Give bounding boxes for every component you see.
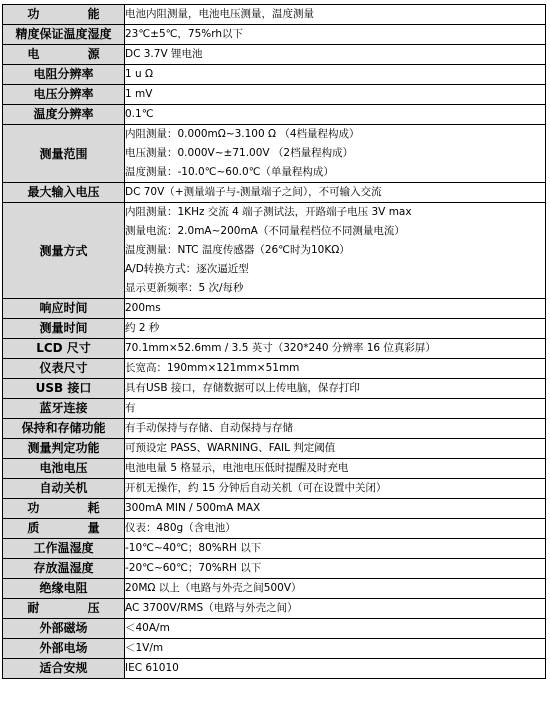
spec-value	[125, 45, 546, 65]
spec-row	[3, 519, 546, 539]
spec-label	[3, 65, 125, 85]
spec-value	[125, 659, 546, 679]
spec-value	[125, 399, 546, 419]
spec-label-text: 绝缘电阻	[39, 581, 88, 595]
spec-row	[3, 65, 546, 85]
spec-value	[125, 419, 546, 439]
spec-label-text: 外部磁场	[39, 621, 88, 635]
spec-value-line: 内阻测量：0.000mΩ~3.100 Ω （4档量程构成）	[125, 128, 360, 140]
spec-label-text: 功 能	[27, 7, 122, 21]
spec-row	[3, 439, 546, 459]
spec-label	[3, 299, 125, 319]
spec-value	[125, 203, 546, 299]
spec-label	[3, 559, 125, 579]
spec-label	[3, 85, 125, 105]
spec-value	[125, 319, 546, 339]
spec-label	[3, 539, 125, 559]
spec-row	[3, 183, 546, 203]
spec-label-text: 功 耗	[27, 501, 122, 515]
spec-label-text: 最大输入电压	[27, 185, 100, 199]
spec-value-line: -10℃~40℃；80%RH 以下	[125, 542, 262, 554]
spec-label-text: 电池电压	[39, 461, 88, 475]
spec-value	[125, 379, 546, 399]
spec-label-text: 工作温湿度	[33, 541, 94, 555]
spec-row	[3, 579, 546, 599]
spec-value	[125, 5, 546, 25]
spec-row	[3, 459, 546, 479]
spec-value-line: ＜1V/m	[125, 642, 164, 654]
spec-value-line: 可预设定 PASS、WARNING、FAIL 判定阈值	[125, 442, 336, 454]
spec-label-text: 测量时间	[39, 321, 88, 335]
spec-label-text: 外部电场	[39, 641, 88, 655]
spec-value-line: 有手动保持与存储、自动保持与存储	[125, 422, 293, 434]
spec-label-text: 温度分辨率	[33, 107, 94, 121]
spec-value	[125, 25, 546, 45]
spec-label-text: 质 量	[27, 521, 122, 535]
spec-row	[3, 659, 546, 679]
spec-label	[3, 45, 125, 65]
spec-value-line: 约 2 秒	[125, 322, 160, 334]
spec-row	[3, 203, 546, 299]
spec-label	[3, 619, 125, 639]
spec-label-text: LCD 尺寸	[36, 341, 91, 355]
spec-value	[125, 539, 546, 559]
spec-value-line: AC 3700V/RMS（电路与外壳之间）	[125, 602, 298, 614]
spec-label-text: 精度保证温度湿度	[15, 27, 112, 41]
spec-value-line: 23℃±5℃，75%rh以下	[125, 28, 244, 40]
spec-label-text: 保持和存储功能	[21, 421, 106, 435]
spec-label	[3, 203, 125, 299]
spec-row	[3, 339, 546, 359]
spec-label	[3, 659, 125, 679]
spec-value-line: DC 70V（+测量端子与-测量端子之间），不可输入交流	[125, 186, 382, 198]
spec-value-line: 开机无操作，约 15 分钟后自动关机（可在设置中关闭）	[125, 482, 387, 494]
spec-value	[125, 65, 546, 85]
spec-value-line: 仪表：480g（含电池）	[125, 522, 236, 534]
spec-label-text: 电压分辨率	[33, 87, 94, 101]
spec-label	[3, 359, 125, 379]
spec-row	[3, 559, 546, 579]
spec-value	[125, 519, 546, 539]
spec-label	[3, 439, 125, 459]
spec-row	[3, 359, 546, 379]
spec-value	[125, 105, 546, 125]
spec-row	[3, 125, 546, 183]
spec-row	[3, 379, 546, 399]
spec-label	[3, 499, 125, 519]
spec-value-line: 1 mV	[125, 88, 153, 100]
spec-value-line: 1 u Ω	[125, 68, 154, 80]
spec-row	[3, 599, 546, 619]
spec-label	[3, 519, 125, 539]
spec-value-line: 长宽高：190mm×121mm×51mm	[125, 362, 300, 374]
spec-value	[125, 339, 546, 359]
spec-label	[3, 5, 125, 25]
spec-value-line: 0.1℃	[125, 108, 154, 120]
spec-value-line: 20MΩ 以上（电路与外壳之间500V）	[125, 582, 302, 594]
spec-row	[3, 85, 546, 105]
spec-value	[125, 599, 546, 619]
spec-row	[3, 399, 546, 419]
spec-value-line: A/D转换方式：逐次逼近型	[125, 263, 249, 275]
spec-label-text: USB 接口	[35, 381, 92, 395]
spec-value-line: 电池内阻测量，电池电压测量，温度测量	[125, 8, 314, 20]
spec-label	[3, 399, 125, 419]
spec-value	[125, 183, 546, 203]
spec-label-text: 存放温湿度	[33, 561, 94, 575]
spec-label	[3, 599, 125, 619]
spec-value-line: 200ms	[125, 302, 161, 314]
spec-row	[3, 619, 546, 639]
spec-table	[2, 4, 546, 679]
spec-value	[125, 299, 546, 319]
spec-label-text: 测量判定功能	[27, 441, 100, 455]
spec-label-text: 响应时间	[39, 301, 88, 315]
spec-row	[3, 639, 546, 659]
spec-row	[3, 25, 546, 45]
spec-value-line: 70.1mm×52.6mm / 3.5 英寸（320*240 分辨率 16 位真彩屏）	[125, 342, 436, 354]
spec-value-line: 温度测量：-10.0℃~60.0℃（单量程构成）	[125, 166, 334, 178]
spec-value-line: 内阻测量：1KHz 交流 4 端子测试法，开路端子电压 3V max	[125, 206, 412, 218]
spec-value-line: 电池电量 5 格显示，电池电压低时提醒及时充电	[125, 462, 349, 474]
spec-label-text: 耐 压	[27, 601, 122, 615]
spec-value	[125, 85, 546, 105]
spec-value-line: IEC 61010	[125, 662, 179, 674]
spec-label-text: 电 源	[27, 47, 122, 61]
spec-value	[125, 479, 546, 499]
spec-table-body	[3, 5, 546, 679]
spec-label-text: 蓝牙连接	[39, 401, 88, 415]
spec-value-line: 电压测量：0.000V~±71.00V （2档量程构成）	[125, 147, 354, 159]
spec-label	[3, 25, 125, 45]
spec-row	[3, 5, 546, 25]
spec-value	[125, 639, 546, 659]
spec-value-line: 300mA MIN / 500mA MAX	[125, 502, 261, 514]
spec-row	[3, 45, 546, 65]
spec-value-line: 有	[125, 402, 136, 414]
spec-value	[125, 359, 546, 379]
spec-value	[125, 125, 546, 183]
spec-label-text: 测量方式	[39, 243, 88, 258]
spec-label-text: 适合安规	[39, 661, 88, 675]
spec-label	[3, 459, 125, 479]
spec-value	[125, 579, 546, 599]
spec-row	[3, 419, 546, 439]
spec-label	[3, 105, 125, 125]
spec-value-line: DC 3.7V 锂电池	[125, 48, 203, 60]
spec-label-text: 仪表尺寸	[39, 361, 88, 375]
spec-row	[3, 479, 546, 499]
spec-value	[125, 459, 546, 479]
spec-label	[3, 339, 125, 359]
spec-value	[125, 499, 546, 519]
spec-value-line: 测量电流：2.0mA~200mA（不同量程档位不同测量电流）	[125, 225, 405, 237]
spec-label	[3, 183, 125, 203]
spec-label-text: 自动关机	[39, 481, 88, 495]
spec-label	[3, 125, 125, 183]
spec-label	[3, 479, 125, 499]
spec-label-text: 测量范围	[39, 146, 88, 161]
spec-value	[125, 439, 546, 459]
spec-label	[3, 379, 125, 399]
spec-label	[3, 579, 125, 599]
spec-row	[3, 499, 546, 519]
spec-label	[3, 639, 125, 659]
spec-label	[3, 419, 125, 439]
spec-value	[125, 559, 546, 579]
spec-value-line: -20℃~60℃；70%RH 以下	[125, 562, 262, 574]
spec-value	[125, 619, 546, 639]
spec-value-line: 温度测量：NTC 温度传感器（26℃时为10KΩ）	[125, 244, 350, 256]
spec-value-line: ＜40A/m	[125, 622, 170, 634]
spec-label	[3, 319, 125, 339]
spec-row	[3, 539, 546, 559]
spec-value-line: 显示更新频率：5 次/每秒	[125, 282, 244, 294]
spec-row	[3, 299, 546, 319]
spec-row	[3, 105, 546, 125]
spec-row	[3, 319, 546, 339]
spec-value-line: 具有USB 接口，存储数据可以上传电脑，保存打印	[125, 382, 360, 394]
spec-label-text: 电阻分辨率	[33, 67, 94, 81]
